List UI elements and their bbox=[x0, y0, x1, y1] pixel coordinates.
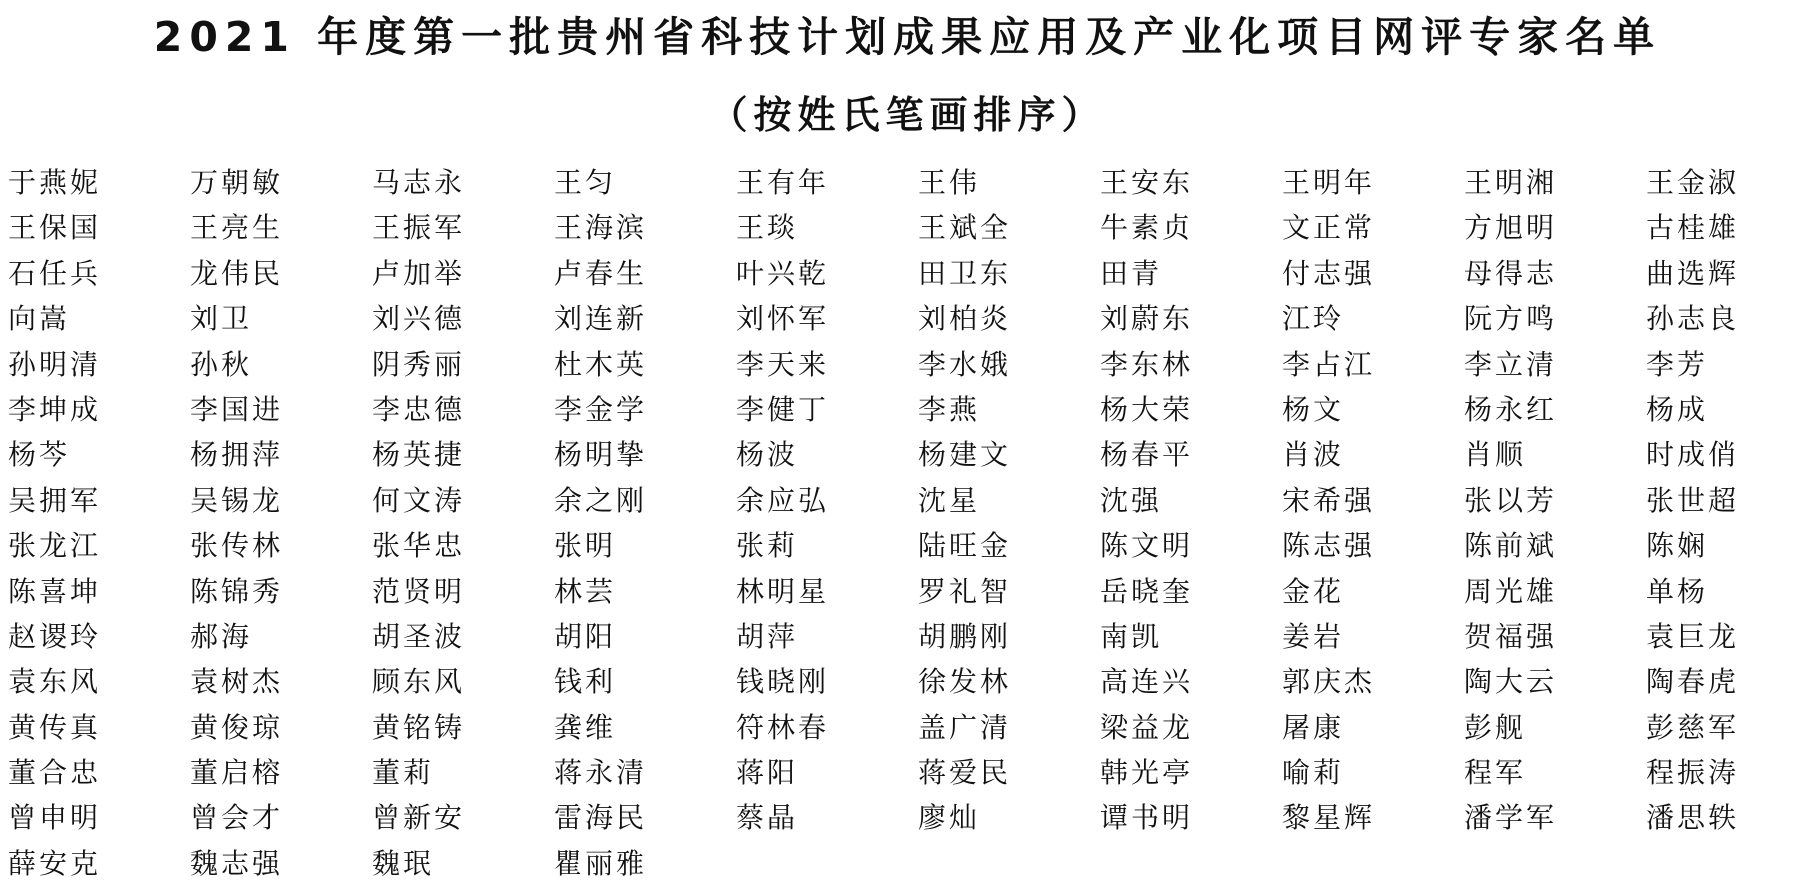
expert-name: 董莉 bbox=[372, 756, 435, 790]
expert-name: 李立清 bbox=[1464, 347, 1558, 381]
expert-name: 黄铭铸 bbox=[372, 710, 466, 744]
expert-name: 陈文明 bbox=[1100, 529, 1194, 563]
expert-name: 符林春 bbox=[736, 710, 830, 744]
expert-name: 古桂雄 bbox=[1646, 211, 1740, 245]
expert-name: 罗礼智 bbox=[918, 574, 1012, 608]
expert-name: 袁树杰 bbox=[190, 665, 284, 699]
expert-name: 雷海民 bbox=[554, 801, 648, 835]
expert-name: 张莉 bbox=[736, 529, 799, 563]
expert-name: 龚维 bbox=[554, 710, 617, 744]
expert-name: 李燕 bbox=[918, 392, 981, 426]
expert-name: 吴锡龙 bbox=[190, 483, 284, 517]
expert-name: 张华忠 bbox=[372, 529, 466, 563]
expert-name: 杨英捷 bbox=[372, 438, 466, 472]
expert-name: 李金学 bbox=[554, 392, 648, 426]
expert-name: 陶春虎 bbox=[1646, 665, 1740, 699]
expert-name: 肖顺 bbox=[1464, 438, 1527, 472]
expert-name: 李东林 bbox=[1100, 347, 1194, 381]
expert-name: 蒋阳 bbox=[736, 756, 799, 790]
expert-name: 张世超 bbox=[1646, 483, 1740, 517]
expert-name: 李国进 bbox=[190, 392, 284, 426]
expert-name: 王琰 bbox=[736, 211, 799, 245]
expert-name: 孙明清 bbox=[8, 347, 102, 381]
expert-name: 方旭明 bbox=[1464, 211, 1558, 245]
expert-name: 林芸 bbox=[554, 574, 617, 608]
expert-name: 曾新安 bbox=[372, 801, 466, 835]
expert-name: 刘连新 bbox=[554, 302, 648, 336]
expert-name: 余应弘 bbox=[736, 483, 830, 517]
expert-name: 王伟 bbox=[918, 166, 981, 199]
expert-name: 牛素贞 bbox=[1100, 211, 1194, 245]
expert-name: 王明湘 bbox=[1464, 166, 1558, 199]
expert-name: 陈锦秀 bbox=[190, 574, 284, 608]
expert-name: 范贤明 bbox=[372, 574, 466, 608]
expert-name: 马志永 bbox=[372, 166, 466, 199]
expert-name: 王匀 bbox=[554, 166, 617, 199]
expert-name: 田青 bbox=[1100, 256, 1163, 290]
expert-name: 孙志良 bbox=[1646, 302, 1740, 336]
expert-name: 黄俊琼 bbox=[190, 710, 284, 744]
expert-name: 梁益龙 bbox=[1100, 710, 1194, 744]
expert-name: 李占江 bbox=[1282, 347, 1376, 381]
expert-name: 刘卫 bbox=[190, 302, 253, 336]
expert-name: 魏珉 bbox=[372, 846, 435, 880]
expert-name: 杨永红 bbox=[1464, 392, 1558, 426]
expert-name: 郭庆杰 bbox=[1282, 665, 1376, 699]
expert-name: 徐发林 bbox=[918, 665, 1012, 699]
expert-name: 王斌全 bbox=[918, 211, 1012, 245]
expert-name: 蔡晶 bbox=[736, 801, 799, 835]
expert-name: 彭舰 bbox=[1464, 710, 1527, 744]
expert-name: 杨文 bbox=[1282, 392, 1345, 426]
expert-name: 潘学军 bbox=[1464, 801, 1558, 835]
expert-name: 杨芩 bbox=[8, 438, 71, 472]
expert-name: 阴秀丽 bbox=[372, 347, 466, 381]
expert-name: 姜岩 bbox=[1282, 619, 1345, 653]
expert-name: 陈前斌 bbox=[1464, 529, 1558, 563]
expert-name: 薛安克 bbox=[8, 846, 102, 880]
expert-name: 盖广清 bbox=[918, 710, 1012, 744]
expert-name: 蒋永清 bbox=[554, 756, 648, 790]
expert-name: 杨建文 bbox=[918, 438, 1012, 472]
expert-name: 岳晓奎 bbox=[1100, 574, 1194, 608]
expert-name: 彭慈军 bbox=[1646, 710, 1740, 744]
expert-name: 韩光亭 bbox=[1100, 756, 1194, 790]
expert-name: 杨拥萍 bbox=[190, 438, 284, 472]
expert-name: 王有年 bbox=[736, 166, 830, 199]
expert-name: 刘柏炎 bbox=[918, 302, 1012, 336]
expert-name: 袁东风 bbox=[8, 665, 102, 699]
expert-name: 贺福强 bbox=[1464, 619, 1558, 653]
expert-name: 张明 bbox=[554, 529, 617, 563]
expert-name: 董合忠 bbox=[8, 756, 102, 790]
expert-name: 曲选辉 bbox=[1646, 256, 1740, 290]
expert-name: 陈娴 bbox=[1646, 529, 1709, 563]
expert-name: 沈强 bbox=[1100, 483, 1163, 517]
expert-name: 李天来 bbox=[736, 347, 830, 381]
expert-name: 刘兴德 bbox=[372, 302, 466, 336]
expert-name: 王海滨 bbox=[554, 211, 648, 245]
expert-name: 黄传真 bbox=[8, 710, 102, 744]
expert-name: 王振军 bbox=[372, 211, 466, 245]
expert-name: 文正常 bbox=[1282, 211, 1376, 245]
expert-name: 胡圣波 bbox=[372, 619, 466, 653]
expert-name: 王金淑 bbox=[1646, 166, 1740, 199]
expert-name: 董启榕 bbox=[190, 756, 284, 790]
expert-name: 向嵩 bbox=[8, 302, 71, 336]
expert-name: 江玲 bbox=[1282, 302, 1345, 336]
expert-name: 林明星 bbox=[736, 574, 830, 608]
expert-name: 黎星辉 bbox=[1282, 801, 1376, 835]
expert-name: 王保国 bbox=[8, 211, 102, 245]
expert-name: 蒋爱民 bbox=[918, 756, 1012, 790]
expert-name: 付志强 bbox=[1282, 256, 1376, 290]
expert-name: 程军 bbox=[1464, 756, 1527, 790]
expert-name: 杨明挚 bbox=[554, 438, 648, 472]
expert-name: 肖波 bbox=[1282, 438, 1345, 472]
expert-name: 高连兴 bbox=[1100, 665, 1194, 699]
expert-name: 杨波 bbox=[736, 438, 799, 472]
expert-name: 陈喜坤 bbox=[8, 574, 102, 608]
expert-name: 王明年 bbox=[1282, 166, 1376, 199]
expert-name: 钱晓刚 bbox=[736, 665, 830, 699]
expert-name: 龙伟民 bbox=[190, 256, 284, 290]
expert-name: 胡鹏刚 bbox=[918, 619, 1012, 653]
expert-name: 万朝敏 bbox=[190, 166, 284, 199]
expert-name: 金花 bbox=[1282, 574, 1345, 608]
expert-name: 孙秋 bbox=[190, 347, 253, 381]
expert-name: 袁巨龙 bbox=[1646, 619, 1740, 653]
expert-name: 张以芳 bbox=[1464, 483, 1558, 517]
expert-name: 陈志强 bbox=[1282, 529, 1376, 563]
expert-name: 喻莉 bbox=[1282, 756, 1345, 790]
expert-name: 时成俏 bbox=[1646, 438, 1740, 472]
expert-name: 刘蔚东 bbox=[1100, 302, 1194, 336]
expert-name: 卢加举 bbox=[372, 256, 466, 290]
expert-name: 余之刚 bbox=[554, 483, 648, 517]
expert-name: 瞿丽雅 bbox=[554, 846, 648, 880]
expert-name: 石任兵 bbox=[8, 256, 102, 290]
expert-name: 杨成 bbox=[1646, 392, 1709, 426]
expert-name: 母得志 bbox=[1464, 256, 1558, 290]
expert-name: 沈星 bbox=[918, 483, 981, 517]
expert-name: 吴拥军 bbox=[8, 483, 102, 517]
expert-name: 何文涛 bbox=[372, 483, 466, 517]
expert-name: 陆旺金 bbox=[918, 529, 1012, 563]
expert-name: 李健丁 bbox=[736, 392, 830, 426]
expert-name: 潘思轶 bbox=[1646, 801, 1740, 835]
expert-name: 南凯 bbox=[1100, 619, 1163, 653]
expert-name: 刘怀军 bbox=[736, 302, 830, 336]
expert-name: 程振涛 bbox=[1646, 756, 1740, 790]
document-subtitle: （按姓氏笔画排序） bbox=[709, 93, 1106, 137]
expert-name: 田卫东 bbox=[918, 256, 1012, 290]
expert-name-list bbox=[8, 160, 1815, 886]
expert-name: 钱利 bbox=[554, 665, 617, 699]
expert-name: 张龙江 bbox=[8, 529, 102, 563]
expert-name: 张传林 bbox=[190, 529, 284, 563]
document-title: 2021 年度第一批贵州省科技计划成果应用及产业化项目网评专家名单 bbox=[153, 13, 1662, 61]
expert-name: 于燕妮 bbox=[8, 166, 102, 199]
expert-name: 魏志强 bbox=[190, 846, 284, 880]
expert-name: 阮方鸣 bbox=[1464, 302, 1558, 336]
expert-name: 叶兴乾 bbox=[736, 256, 830, 290]
expert-name: 杨大荣 bbox=[1100, 392, 1194, 426]
expert-name: 曾会才 bbox=[190, 801, 284, 835]
expert-name: 李水娥 bbox=[918, 347, 1012, 381]
expert-name: 廖灿 bbox=[918, 801, 981, 835]
expert-name: 李忠德 bbox=[372, 392, 466, 426]
expert-name: 卢春生 bbox=[554, 256, 648, 290]
expert-name: 王安东 bbox=[1100, 166, 1194, 199]
expert-name: 杨春平 bbox=[1100, 438, 1194, 472]
expert-name: 顾东风 bbox=[372, 665, 466, 699]
expert-name: 李坤成 bbox=[8, 392, 102, 426]
expert-name: 李芳 bbox=[1646, 347, 1709, 381]
expert-name: 杜木英 bbox=[554, 347, 648, 381]
expert-name: 单杨 bbox=[1646, 574, 1709, 608]
expert-name: 谭书明 bbox=[1100, 801, 1194, 835]
expert-name: 赵谡玲 bbox=[8, 619, 102, 653]
expert-name: 屠康 bbox=[1282, 710, 1345, 744]
expert-name: 郝海 bbox=[190, 619, 253, 653]
expert-name: 胡萍 bbox=[736, 619, 799, 653]
expert-name: 陶大云 bbox=[1464, 665, 1558, 699]
expert-name: 宋希强 bbox=[1282, 483, 1376, 517]
expert-name: 周光雄 bbox=[1464, 574, 1558, 608]
expert-name: 胡阳 bbox=[554, 619, 617, 653]
expert-name: 王亮生 bbox=[190, 211, 284, 245]
expert-name: 曾申明 bbox=[8, 801, 102, 835]
